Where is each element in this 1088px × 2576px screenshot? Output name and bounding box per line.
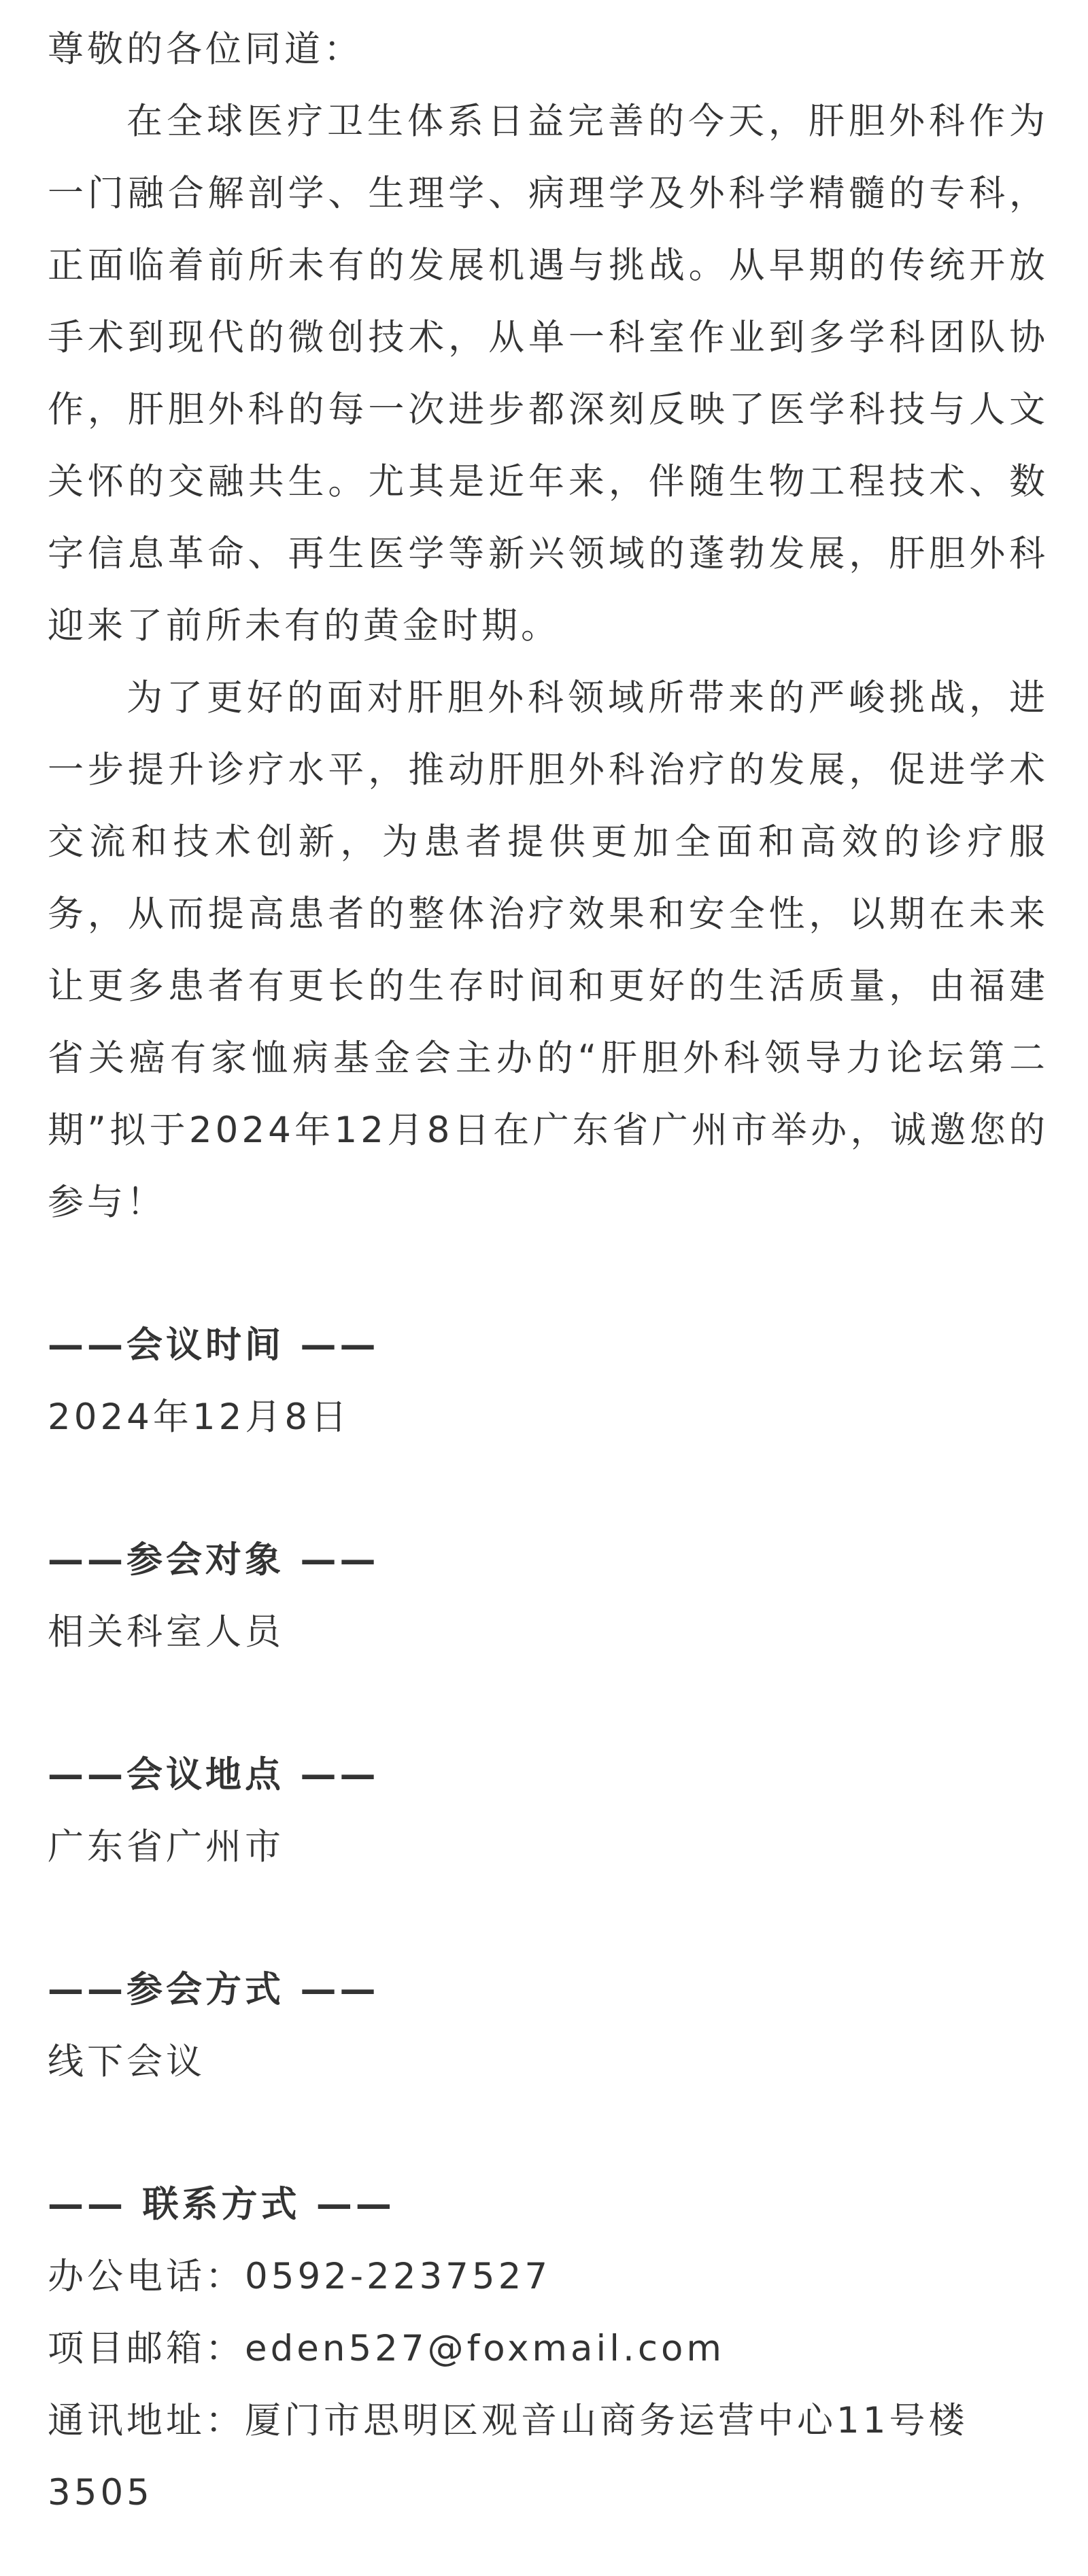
- spacer: [48, 1454, 1049, 1524]
- contact-phone: 办公电话：0592-2237527: [48, 2256, 551, 2297]
- attendees-value: 相关科室人员: [48, 1611, 284, 1653]
- spacer: [48, 1239, 1049, 1309]
- section-meeting-time: [48, 1309, 1049, 1454]
- meeting-time-value: 2024年12月8日: [48, 1396, 351, 1438]
- section-format: [48, 1954, 1049, 2098]
- spacer: [48, 1883, 1049, 1954]
- section-attendees: [48, 1524, 1049, 1668]
- section-contact: [48, 2169, 1049, 2529]
- section-heading-meeting-time: ——会议时间 ——: [48, 1324, 379, 1366]
- spacer: [48, 2098, 1049, 2169]
- contact-address-line-2: 3505: [48, 2472, 153, 2513]
- section-heading-venue: ——会议地点 ——: [48, 1754, 379, 1796]
- format-value: 线下会议: [48, 2041, 205, 2082]
- venue-value: 广东省广州市: [48, 1826, 284, 1868]
- section-heading-attendees: ——参会对象 ——: [48, 1539, 379, 1581]
- spacer: [48, 1668, 1049, 1739]
- contact-address-line-1: 通讯地址：厦门市思明区观音山商务运营中心11号楼: [48, 2400, 968, 2441]
- section-venue: [48, 1739, 1049, 1883]
- contact-email: 项目邮箱：eden527@foxmail.com: [48, 2328, 726, 2369]
- invitation-paragraph: 为了更好的面对肝胆外科领域所带来的严峻挑战，进一步提升诊疗水平，推动肝胆外科治疗的发展，促进学术交流和技术创新，为患者提供更加全面和高效的诊疗服务，从而提高患者的整体治疗效果和安全性，以期在未来让更多患者有更长的生存时间和更好的生活质量，由福建省关癌有家恤病基金会主办的“肝胆外科领导力论坛第二期”拟于2024年12月8日在广东省广州市举办，诚邀您的参与！: [48, 677, 1049, 1223]
- intro-paragraph: 在全球医疗卫生体系日益完善的今天，肝胆外科作为一门融合解剖学、生理学、病理学及外科学精髓的专科，正面临着前所未有的发展机遇与挑战。从早期的传统开放手术到现代的微创技术，从单一科室作业到多学科团队协作，肝胆外科的每一次进步都深刻反映了医学科技与人文关怀的交融共生。尤其是近年来，伴随生物工程技术、数字信息革命、再生医学等新兴领域的蓬勃发展，肝胆外科迎来了前所未有的黄金时期。: [48, 101, 1049, 647]
- section-heading-contact: —— 联系方式 ——: [48, 2184, 395, 2225]
- section-heading-format: ——参会方式 ——: [48, 1969, 379, 2010]
- greeting: 尊敬的各位同道：: [48, 29, 363, 70]
